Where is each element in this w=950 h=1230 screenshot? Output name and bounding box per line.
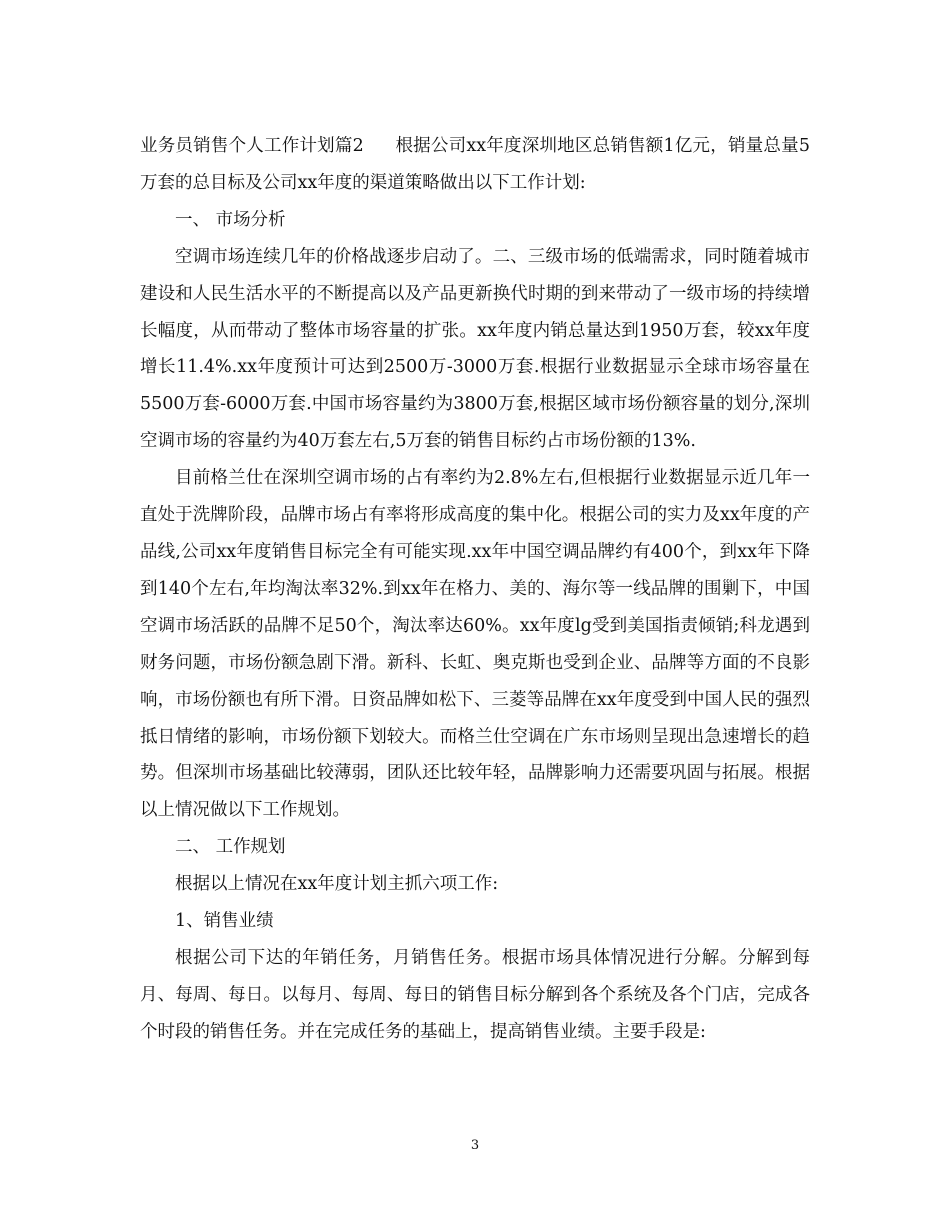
sales-performance-paragraph: 根据公司下达的年销任务，月销售任务。根据市场具体情况进行分解。分解到每月、每周、每日。以每月、每周、每日的销售目标分解到各个系统及各个门店，完成各个时段的销售任务。并在完成任务的基础上，提高销售业绩。主要手段是: — [140, 947, 810, 1042]
document-body — [140, 128, 810, 1051]
section-heading-work-plan: 二、 工作规划 — [175, 837, 286, 858]
market-analysis-paragraph-2: 目前格兰仕在深圳空调市场的占有率约为2.8%左右,但根据行业数据显示近几年一直处于洗牌阶段，品牌市场占有率将形成高度的集中化。根据公司的实力及xx年度的产品线,公司xx年度销售目标完全有可能实现.xx年中国空调品牌约有400个，到xx年下降到140个左右,年均淘汰率32%.到xx年在格力、美的、海尔等一线品牌的围剿下，中国空调市场活跃的品牌不足50个，淘汰率达60%。xx年度lg受到美国指责倾销;科龙遇到财务问题，市场份额急剧下滑。新科、长虹、奥克斯也受到企业、品牌等方面的不良影响，市场份额也有所下滑。日资品牌如松下、三菱等品牌在xx年度受到中国人民的强烈抵日情绪的影响，市场份额下划较大。而格兰仕空调在广东市场则呈现出急速增长的趋势。但深圳市场基础比较薄弱，团队还比较年轻，品牌影响力还需要巩固与拓展。根据以上情况做以下工作规划。 — [140, 468, 810, 821]
intro-text: 根据公司xx年度深圳地区总销售额1亿元，销量总量5万套的总目标及公司xx年度的渠道策略做出以下工作计划: — [140, 136, 810, 193]
intro-paragraph — [140, 128, 810, 202]
page-number: 3 — [470, 1138, 480, 1153]
market-analysis-paragraph-1: 空调市场连续几年的价格战逐步启动了。二、三级市场的低端需求，同时随着城市建设和人民生活水平的不断提高以及产品更新换代时期的到来带动了一级市场的持续增长幅度，从而带动了整体市场容量的扩张。xx年度内销总量达到1950万套，较xx年度增长11.4%.xx年度预计可达到2500万-3000万套.根据行业数据显示全球市场容量在5500万套-6000万套.中国市场容量约为3800万套,根据区域市场份额容量的划分,深圳空调市场的容量约为40万套左右,5万套的销售目标约占市场份额的13%. — [140, 246, 810, 452]
subsection-heading-sales-performance: 1、销售业绩 — [175, 911, 274, 932]
section-heading-market-analysis: 一、 市场分析 — [175, 209, 286, 230]
document-title: 业务员销售个人工作计划篇2 — [140, 136, 364, 156]
work-plan-paragraph-1: 根据以上情况在xx年度计划主抓六项工作: — [175, 874, 499, 895]
